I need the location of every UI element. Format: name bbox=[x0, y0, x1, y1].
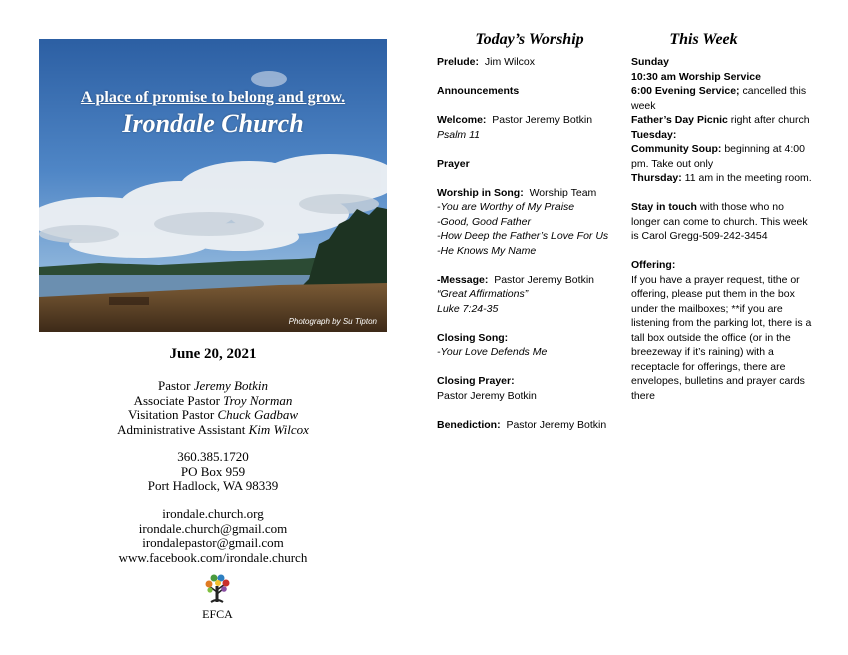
contact-info bbox=[39, 450, 387, 494]
todays-worship-heading: Today’s Worship bbox=[475, 31, 584, 48]
this-week-heading: This Week bbox=[669, 31, 738, 48]
staff-pastor: Pastor Jeremy Botkin bbox=[158, 378, 268, 393]
efca-tree-logo-icon bbox=[200, 572, 234, 606]
prayer-item: Prayer bbox=[437, 157, 470, 170]
tuesday-label: Tuesday: bbox=[631, 128, 677, 141]
bulletin-date: June 20, 2021 bbox=[169, 346, 257, 362]
stay-in-touch-note: Stay in touch with those who no longer can come to church. This week is Carol Gregg-509-242-3454 bbox=[631, 201, 808, 242]
staff-visitation-pastor: Visitation Pastor Chuck Gadbaw bbox=[127, 407, 299, 422]
offering-text: If you have a prayer request, tithe or offering, please put them in the box under the mailboxes; **if you are listening from the parking lot, there is a tall box outside the office (or in the breezeway if it’s raining) with a receptacle for offerings, there are envelopes, bulletins and prayer cards there bbox=[631, 273, 812, 402]
staff-associate-pastor: Associate Pastor Troy Norman bbox=[133, 392, 293, 408]
message-item: -Message: Pastor Jeremy Botkin “Great Affirmations” Luke 7:24-35 bbox=[437, 273, 594, 315]
web-links bbox=[39, 507, 387, 565]
song-title: -You are Worthy of My Praise bbox=[437, 201, 575, 213]
website-link[interactable]: irondale.church.org bbox=[162, 506, 264, 521]
worship-order bbox=[437, 55, 627, 447]
worship-service-event: 10:30 am Worship Service bbox=[631, 70, 761, 83]
tagline: A place of promise to belong and grow. bbox=[80, 89, 346, 106]
weekly-events bbox=[631, 55, 813, 403]
community-soup-event: Community Soup: beginning at 4:00 pm. Take out only bbox=[631, 143, 805, 170]
closing-prayer-item: Closing Prayer: Pastor Jeremy Botkin bbox=[437, 375, 537, 402]
song-title: -How Deep the Father’s Love For Us bbox=[437, 230, 609, 242]
po-box: PO Box 959 bbox=[180, 463, 246, 479]
thursday-event: Thursday: 11 am in the meeting room. bbox=[631, 172, 812, 184]
facebook-link[interactable]: www.facebook.com/irondale.church bbox=[118, 549, 308, 565]
photo-credit: Photograph by Su Tipton bbox=[288, 317, 377, 326]
prelude-item: Prelude: Jim Wilcox bbox=[437, 56, 536, 68]
song-title: -Good, Good Father bbox=[437, 215, 531, 228]
staff-list bbox=[39, 379, 387, 437]
church-email[interactable]: irondale.church@gmail.com bbox=[138, 520, 288, 536]
staff-admin-assistant: Administrative Assistant Kim Wilcox bbox=[117, 421, 309, 437]
evening-service-event: 6:00 Evening Service; cancelled this week bbox=[631, 85, 807, 112]
landscape-photo-image bbox=[39, 39, 387, 332]
cover-photo bbox=[39, 39, 387, 332]
phone-number: 360.385.1720 bbox=[177, 449, 249, 464]
announcements-item: Announcements bbox=[437, 85, 520, 97]
benediction-item: Benediction: Pastor Jeremy Botkin bbox=[437, 418, 607, 431]
worship-in-song-item: Worship in Song: Worship Team -You are Worthy of My Praise -Good, Good Father -How Deep the Father’s Love For Us -He Knows My Name bbox=[437, 186, 627, 259]
efca-label: EFCA bbox=[202, 607, 233, 621]
song-title: -He Knows My Name bbox=[437, 244, 537, 257]
welcome-item: Welcome: Pastor Jeremy Botkin Psalm 11 bbox=[437, 114, 593, 141]
closing-song-item: Closing Song: -Your Love Defends Me bbox=[437, 331, 548, 358]
sunday-label: Sunday bbox=[631, 56, 669, 68]
fathers-day-picnic-event: Father’s Day Picnic right after church bbox=[631, 114, 810, 126]
city-address: Port Hadlock, WA 98339 bbox=[147, 478, 279, 493]
pastor-email[interactable]: irondalepastor@gmail.com bbox=[142, 535, 284, 550]
church-name-title: Irondale Church bbox=[122, 109, 304, 138]
offering-heading: Offering: bbox=[631, 259, 676, 271]
